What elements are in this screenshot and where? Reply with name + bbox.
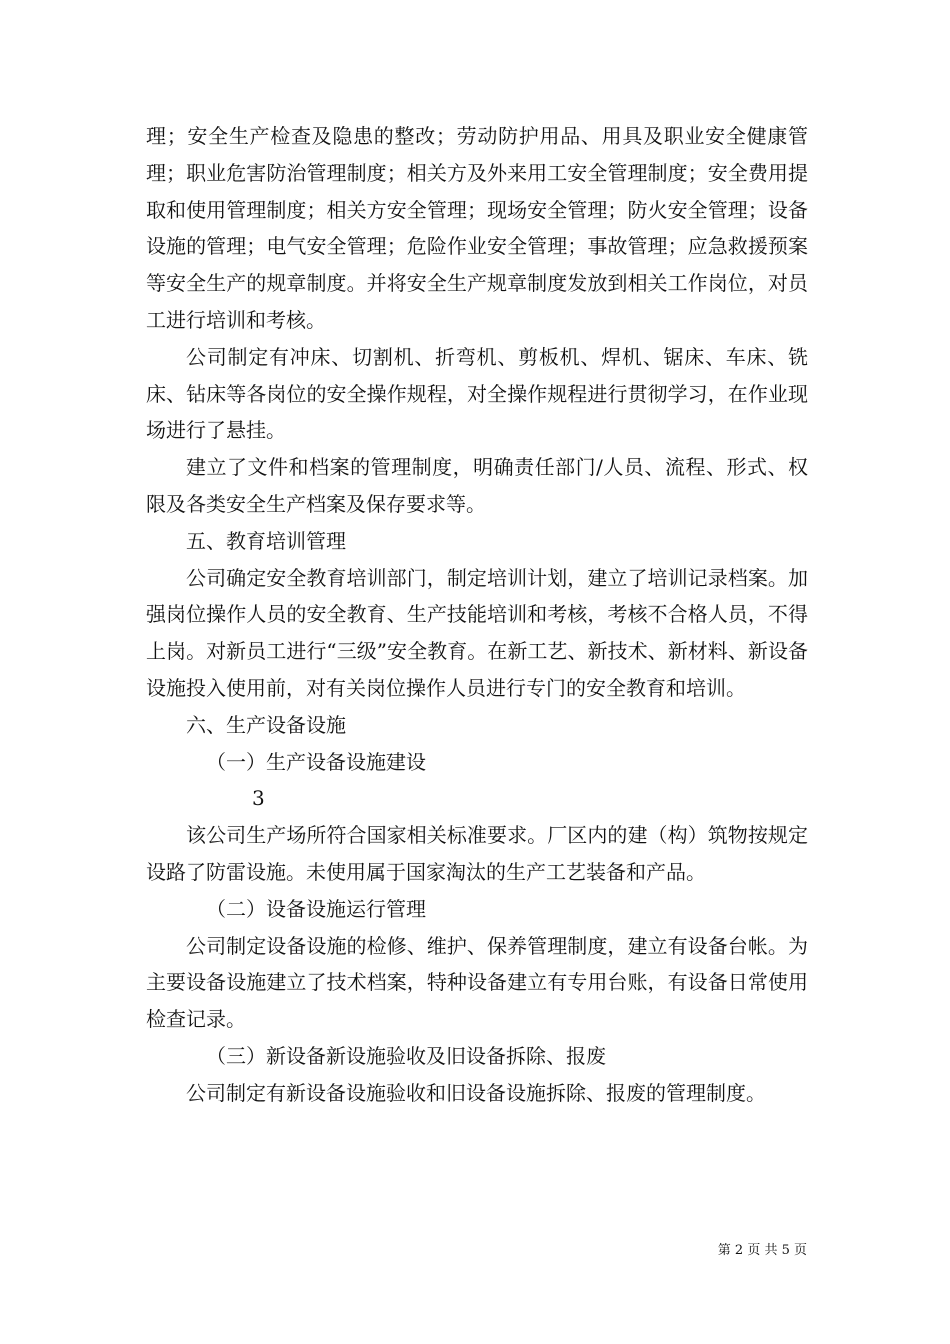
paragraph-acceptance: 公司制定有新设备设施验收和旧设备设施拆除、报废的管理制度。	[186, 1080, 766, 1105]
section-heading-education: 五、教育培训管理	[186, 528, 346, 553]
subsection-heading-operation: （二）设备设施运行管理	[206, 896, 426, 921]
paragraph-training: 公司确定安全教育培训部门，制定培训计划，建立了培训记录档案。加强岗位操作人员的安全教育、生产技能培训和考核，考核不合格人员，不得上岗。对新员工进行“三级”安全教育。在新工艺、新技术、新材料、新设备设施投入使用前，对有关岗位操作人员进行专门的安全教育和培训。	[146, 565, 808, 700]
section-heading-equipment: 六、生产设备设施	[186, 712, 346, 737]
document-body	[146, 118, 808, 1112]
paragraph-operating-procedures: 公司制定有冲床、切割机、折弯机、剪板机、焊机、锯床、车床、铣床、钻床等各岗位的安全操作规程，对全操作规程进行贯彻学习，在作业现场进行了悬挂。	[146, 344, 808, 443]
inline-page-number: 3	[252, 786, 265, 811]
paragraph-maintenance: 公司制定设备设施的检修、维护、保养管理制度，建立有设备台帐。为主要设备设施建立了技术档案，特种设备建立有专用台账，有设备日常使用检查记录。	[146, 933, 808, 1032]
subsection-heading-construction: （一）生产设备设施建设	[206, 749, 426, 774]
paragraph-safety-rules: 理；安全生产检查及隐患的整改；劳动防护用品、用具及职业安全健康管理；职业危害防治管理制度；相关方及外来用工安全管理制度；安全费用提取和使用管理制度；相关方安全管理；现场安全管理；防火安全管理；设备设施的管理；电气安全管理；危险作业安全管理；事故管理；应急救援预案等安全生产的规章制度。并将安全生产规章制度发放到相关工作岗位，对员工进行培训和考核。	[146, 124, 808, 332]
subsection-heading-acceptance: （三）新设备新设施验收及旧设备拆除、报废	[206, 1043, 606, 1068]
paragraph-document-management: 建立了文件和档案的管理制度，明确责任部门/人员、流程、形式、权限及各类安全生产档案及保存要求等。	[146, 455, 808, 516]
page-footer-number: 第 2 页 共 5 页	[717, 1243, 807, 1258]
paragraph-site-compliance: 该公司生产场所符合国家相关标准要求。厂区内的建（构）筑物按规定设路了防雷设施。未使用属于国家淘汰的生产工艺装备和产品。	[146, 823, 808, 884]
